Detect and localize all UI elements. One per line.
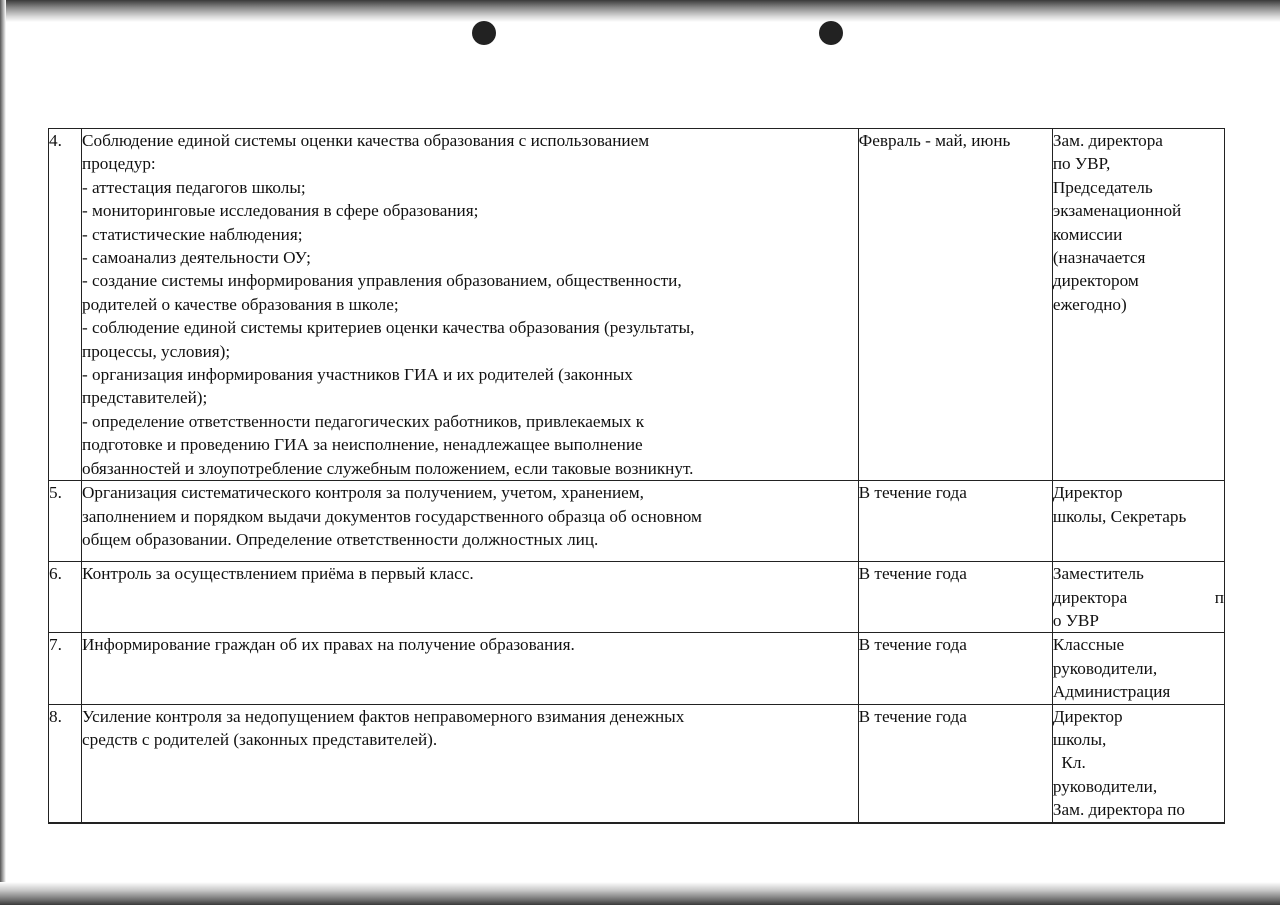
task-cell bbox=[82, 704, 859, 823]
task-line: - самоанализ деятельности ОУ; bbox=[82, 248, 311, 268]
task-line: - мониторинговые исследования в сфере образования; bbox=[82, 201, 479, 221]
task-line: заполнением и порядком выдачи документов государственного образца об основном bbox=[82, 506, 702, 526]
punch-hole-right bbox=[819, 21, 843, 45]
responsible-line: комиссии bbox=[1052, 224, 1123, 244]
task-line: обязанностей и злоупотребление служебным положением, если таковые возникнут. bbox=[82, 458, 694, 478]
date-cell: В течение года bbox=[858, 562, 1052, 633]
task-line: Усиление контроля за недопущением фактов неправомерного взимания денежных bbox=[82, 706, 685, 726]
task-line: - аттестация педагогов школы; bbox=[82, 177, 306, 197]
responsible-line: Директор bbox=[1052, 706, 1123, 726]
punch-hole-left bbox=[472, 21, 496, 45]
row-number: 6. bbox=[49, 562, 82, 633]
task-line: средств с родителей (законных представителей). bbox=[82, 729, 438, 749]
responsible-cell bbox=[1052, 129, 1224, 481]
responsible-line: по УВР, bbox=[1052, 154, 1111, 174]
table-row bbox=[49, 633, 1225, 704]
responsible-line: руководители, bbox=[1052, 776, 1158, 796]
responsible-line-justified bbox=[1053, 586, 1224, 609]
responsible-line: школы, bbox=[1052, 729, 1107, 749]
responsible-cell bbox=[1052, 633, 1224, 704]
date-cell: В течение года bbox=[858, 481, 1052, 562]
task-cell bbox=[82, 481, 859, 562]
task-line: Соблюдение единой системы оценки качества образования с использованием bbox=[82, 131, 650, 150]
task-line: родителей о качестве образования в школе; bbox=[82, 294, 399, 314]
measures-table bbox=[48, 128, 1225, 824]
row-number: 4. bbox=[49, 129, 82, 481]
task-line: - соблюдение единой системы критериев оценки качества образования (результаты, bbox=[82, 318, 695, 338]
responsible-cell bbox=[1052, 562, 1224, 633]
responsible-line: Зам. директора bbox=[1052, 131, 1163, 150]
task-line: общем образовании. Определение ответственности должностных лиц. bbox=[82, 529, 599, 549]
date-cell: В течение года bbox=[858, 633, 1052, 704]
task-cell bbox=[82, 562, 859, 633]
task-line: Информирование граждан об их правах на получение образования. bbox=[82, 635, 575, 655]
scan-shadow-top bbox=[0, 0, 1280, 22]
task-line: представителей); bbox=[82, 388, 208, 408]
task-cell bbox=[82, 633, 859, 704]
responsible-line: Кл. bbox=[1052, 753, 1086, 773]
scan-shadow-left bbox=[0, 0, 6, 905]
task-line: - создание системы информирования управления образованием, общественности, bbox=[82, 271, 682, 291]
task-line: - организация информирования участников ГИА и их родителей (законных bbox=[82, 365, 633, 385]
responsible-line: ежегодно) bbox=[1052, 294, 1127, 314]
responsible-line: Зам. директора по bbox=[1052, 800, 1186, 820]
task-line: процессы, условия); bbox=[82, 341, 231, 361]
table-row bbox=[49, 129, 1225, 481]
task-line: Контроль за осуществлением приёма в первый класс. bbox=[82, 564, 474, 584]
responsible-line: директором bbox=[1052, 271, 1139, 291]
row-number: 8. bbox=[49, 704, 82, 823]
table-row bbox=[49, 481, 1225, 562]
task-line: процедур: bbox=[82, 154, 156, 174]
task-cell bbox=[82, 129, 859, 481]
responsible-line: (назначается bbox=[1052, 248, 1146, 268]
task-line: - статистические наблюдения; bbox=[82, 224, 303, 244]
date-cell: В течение года bbox=[858, 704, 1052, 823]
date-cell: Февраль - май, июнь bbox=[858, 129, 1052, 481]
responsible-line: Заместитель bbox=[1052, 564, 1144, 584]
task-line: подготовке и проведению ГИА за неисполнение, ненадлежащее выполнение bbox=[82, 435, 643, 455]
row-number: 5. bbox=[49, 481, 82, 562]
responsible-line: Председатель bbox=[1052, 177, 1153, 197]
responsible-line: о УВР bbox=[1052, 610, 1099, 630]
responsible-line: Директор bbox=[1052, 483, 1123, 503]
responsible-line: руководители, bbox=[1052, 658, 1158, 678]
responsible-line: школы, Секретарь bbox=[1052, 506, 1187, 526]
responsible-line: Классные bbox=[1052, 635, 1125, 655]
table-row bbox=[49, 704, 1225, 823]
responsible-line: директора bbox=[1052, 587, 1128, 607]
task-line: Организация систематического контроля за получением, учетом, хранением, bbox=[82, 483, 644, 503]
table-row bbox=[49, 562, 1225, 633]
row-number: 7. bbox=[49, 633, 82, 704]
responsible-line: экзаменационной bbox=[1052, 201, 1182, 221]
task-line: - определение ответственности педагогических работников, привлекаемых к bbox=[82, 411, 645, 431]
responsible-cell bbox=[1052, 481, 1224, 562]
responsible-line: Администрация bbox=[1052, 682, 1171, 702]
scan-shadow-bottom bbox=[0, 882, 1280, 905]
responsible-line-end: п bbox=[1214, 587, 1224, 607]
responsible-cell bbox=[1052, 704, 1224, 823]
